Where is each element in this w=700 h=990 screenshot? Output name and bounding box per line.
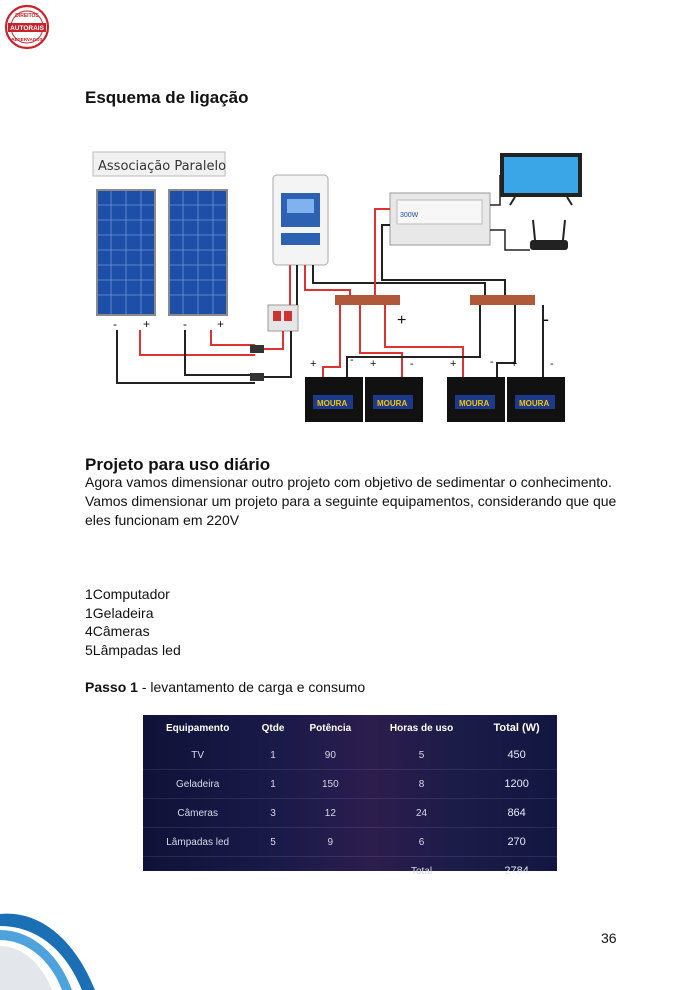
svg-text:-: - (410, 358, 414, 370)
equipment-list (85, 585, 181, 659)
paragraph-2: Vamos dimensionar um projeto para a seguinte equipamentos, considerando que que eles funcionam em 220V (85, 493, 617, 528)
svg-text:-: - (550, 358, 554, 370)
breaker-icon (268, 305, 298, 331)
table-total-row (143, 857, 557, 886)
svg-text:+: + (370, 358, 377, 370)
svg-text:MOURA: MOURA (459, 399, 490, 408)
router-icon (530, 220, 568, 250)
svg-text:+: + (310, 358, 317, 370)
table-row: Lâmpadas led 5 9 6 270 (143, 828, 557, 857)
step-1-line (85, 679, 365, 695)
charge-controller-icon (273, 175, 328, 265)
tv-icon (500, 153, 582, 205)
svg-text:+: + (397, 312, 407, 329)
header-cell: Total (W) (493, 722, 540, 734)
decorative-swoosh-icon (0, 900, 120, 990)
section-heading-project: Projeto para uso diário (85, 455, 271, 474)
solar-panel-icon (169, 190, 227, 315)
stamp-text-top: DIREITOS (15, 13, 39, 19)
paragraph-1: Agora vamos dimensionar outro projeto com objetivo de sedimentar o conhecimento. (85, 474, 612, 490)
svg-text:MOURA: MOURA (377, 399, 408, 408)
svg-text:+: + (511, 358, 518, 370)
svg-text:-: - (543, 309, 549, 329)
svg-text:-: - (183, 317, 187, 331)
inverter-label: 300W (400, 212, 419, 219)
svg-text:-: - (350, 354, 354, 366)
header-cell: Potência (309, 722, 352, 734)
svg-text:-: - (490, 356, 494, 368)
stamp-text-middle: AUTORAIS (10, 25, 44, 32)
battery-icon (447, 377, 505, 422)
diagram-label: Associação Paralelo (98, 159, 227, 174)
inverter-icon (390, 193, 490, 245)
header-cell: Equipamento (165, 722, 230, 734)
list-item: 1Computador (85, 586, 170, 602)
copyright-stamp-icon (4, 4, 50, 50)
header-cell: Horas de uso (389, 722, 454, 734)
svg-text:+: + (450, 358, 457, 370)
intro-paragraph (85, 473, 625, 530)
wiring-diagram (85, 145, 595, 430)
total-label: Total (410, 865, 433, 877)
svg-text:+: + (217, 317, 225, 331)
list-item: 1Geladeira (85, 604, 154, 621)
list-item: 5Lâmpadas led (85, 641, 181, 658)
step-label: Passo 1 (85, 679, 138, 695)
step-text: - levantamento de carga e consumo (137, 679, 366, 695)
stamp-text-bottom: RESERVADOS (11, 37, 43, 42)
svg-text:-: - (113, 317, 117, 331)
table-row: TV 1 90 5 450 (143, 741, 557, 770)
page-number: 36 (601, 930, 617, 946)
list-item: 4Câmeras (85, 623, 150, 639)
load-table (143, 715, 557, 877)
total-value: 2784 (504, 865, 529, 877)
solar-panel-icon (97, 190, 155, 315)
table-row: Câmeras 3 12 24 864 (143, 799, 557, 828)
header-cell: Qtde (261, 722, 285, 734)
svg-text:MOURA: MOURA (317, 399, 348, 408)
table-row: Geladeira 1 150 8 1200 (143, 770, 557, 799)
svg-text:+: + (143, 317, 151, 331)
battery-icon (305, 377, 363, 422)
svg-text:MOURA: MOURA (519, 399, 550, 408)
battery-icon (365, 377, 423, 422)
section-heading-scheme: Esquema de ligação (85, 88, 249, 107)
table-header-row (143, 715, 557, 741)
battery-icon (507, 377, 565, 422)
